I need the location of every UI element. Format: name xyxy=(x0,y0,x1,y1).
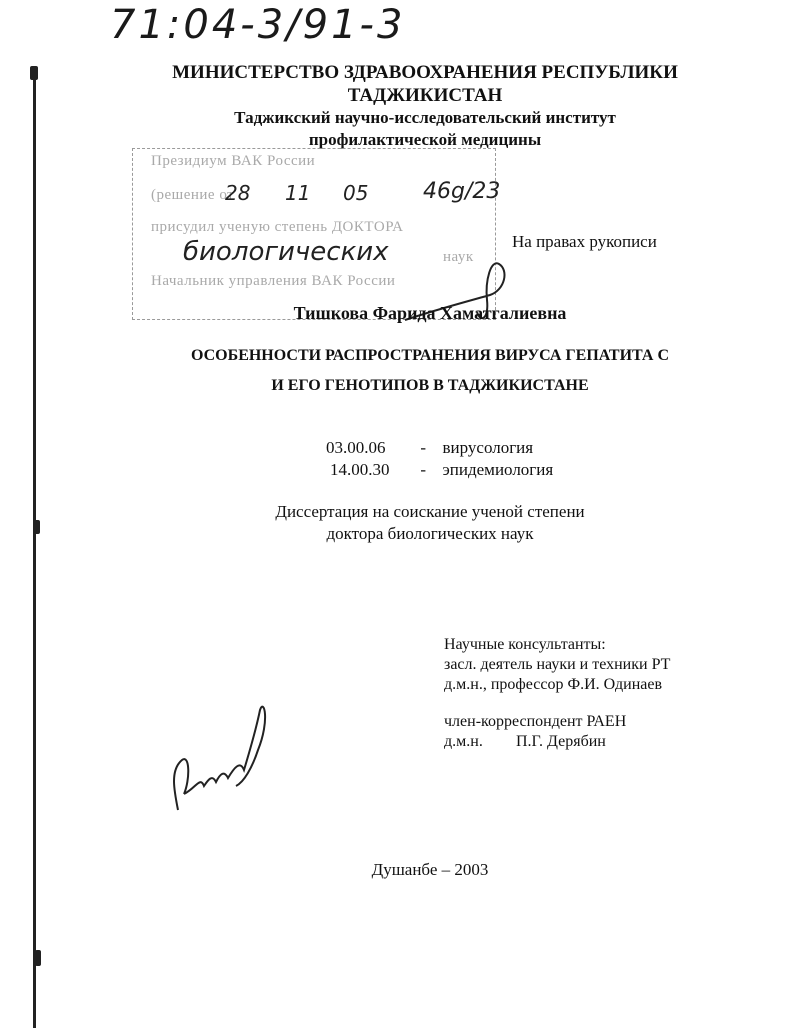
author-name: Тишкова Фарида Хаматгалиевна xyxy=(293,303,567,323)
specialty-row xyxy=(330,460,553,480)
consultant2-name: П.Г. Дерябин xyxy=(516,733,606,750)
consultant2-title: член-корреспондент РАЕН xyxy=(444,713,627,730)
stamp-decision-number: 46g/23 xyxy=(423,179,501,204)
dissertation-line1: Диссертация на соискание ученой степени xyxy=(275,502,585,521)
specialty-name: вирусология xyxy=(442,438,534,457)
author-signature-icon xyxy=(160,690,290,820)
scan-edge-line xyxy=(33,80,36,1028)
consultant2-degree: д.м.н. xyxy=(444,733,483,750)
stamp-line5: Начальник управления ВАК России xyxy=(151,273,396,289)
specialty-code: 14.00.30 xyxy=(330,460,390,479)
scan-mark xyxy=(30,66,38,80)
ministry-line2: ТАДЖИКИСТАН xyxy=(347,85,503,106)
dissertation-line2: доктора биологических наук xyxy=(326,524,534,543)
specialty-code: 03.00.06 xyxy=(326,438,386,457)
stamp-decision-prefix: (решение от xyxy=(151,187,235,203)
ministry-line1: МИНИСТЕРСТВО ЗДРАВООХРАНЕНИЯ РЕСПУБЛИКИ xyxy=(172,62,678,83)
stamp-line3: присудил ученую степень ДОКТОРА xyxy=(151,219,404,235)
stamp-date-year: 05 xyxy=(343,181,369,205)
specialty-dash: - xyxy=(420,460,427,479)
specialty-dash: - xyxy=(420,438,427,457)
consultants-heading: Научные консультанты: xyxy=(444,636,606,653)
stamp-field-handwritten: биологических xyxy=(183,237,389,267)
archive-code: 71:04-3/91-3 xyxy=(110,2,406,48)
stamp-date-day: 28 xyxy=(225,181,251,205)
city-year: Душанбе – 2003 xyxy=(371,860,489,879)
specialty-name: эпидемиология xyxy=(442,460,554,479)
title-line2: И ЕГО ГЕНОТИПОВ В ТАДЖИКИСТАНЕ xyxy=(271,377,589,394)
stamp-date-month: 11 xyxy=(285,181,311,205)
specialty-row xyxy=(326,438,533,458)
institute-line1: Таджикский научно-исследовательский институт xyxy=(234,108,616,127)
manuscript-rights: На правах рукописи xyxy=(512,232,657,251)
consultant1-name: д.м.н., профессор Ф.И. Одинаев xyxy=(444,676,663,693)
stamp-line4-suffix: наук xyxy=(443,249,474,265)
title-line1: ОСОБЕННОСТИ РАСПРОСТРАНЕНИЯ ВИРУСА ГЕПАТИТА С xyxy=(190,347,670,364)
consultant1-title: засл. деятель науки и техники РТ xyxy=(444,656,671,673)
scan-mark xyxy=(35,950,41,966)
institute-line2: профилактической медицины xyxy=(308,130,542,149)
scan-mark xyxy=(33,520,40,534)
stamp-line1: Президиум ВАК России xyxy=(151,153,316,169)
stamp-line2 xyxy=(151,187,234,204)
